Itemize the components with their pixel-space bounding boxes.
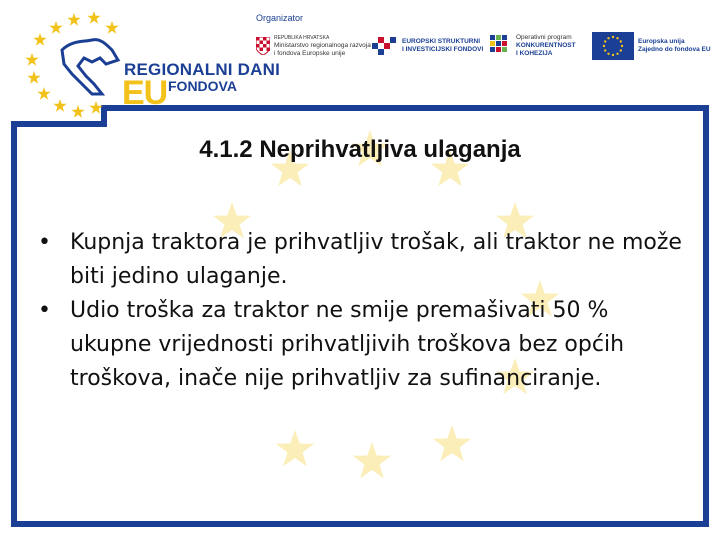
- bullet-text: Kupnja traktora je prihvatljiv trošak, ali traktor ne može biti jedino ulaganje.: [70, 230, 682, 289]
- bullet-list: [38, 226, 688, 396]
- partner-ministry-line1: REPUBLIKA HRVATSKA: [274, 35, 330, 41]
- bullet-symbol: •: [38, 230, 51, 255]
- logo-eu: EU: [122, 74, 168, 112]
- bullet-item: [38, 226, 688, 294]
- partner-op-line1: Operativni program: [516, 34, 572, 41]
- partner-eu-line1: [638, 38, 711, 46]
- partner-operational-programme: [490, 30, 576, 62]
- bullet-text: Udio troška za traktor ne smije premašivati 50 % ukupne vrijednosti prihvatljivih troškova bez općih troškova, inače nije prihvatljiv za sufinanciranje.: [70, 298, 625, 391]
- partner-esi-line1: [402, 38, 483, 46]
- partner-european-union: [592, 30, 711, 62]
- partner-eu-line2-text: Zajedno do fondova EU: [638, 46, 711, 53]
- partner-ministry: [256, 30, 371, 62]
- slide-heading: 4.1.2 Neprihvatljiva ulaganja: [199, 136, 521, 163]
- op-kik-logo-icon: [490, 35, 512, 57]
- logo-title: REGIONALNI DANI: [124, 60, 280, 79]
- partner-esi-line2-text: I INVESTICIJSKI FONDOVI: [402, 46, 484, 53]
- partner-esi-funds: [372, 30, 483, 62]
- partner-eu-line2: [638, 46, 711, 54]
- bullet-symbol: •: [38, 298, 51, 323]
- partner-op-line3-text: I KOHEZIJA: [516, 50, 553, 57]
- eu-flag-icon: [592, 32, 634, 60]
- organizer-label: Organizator: [256, 13, 304, 23]
- slide-content: [38, 226, 688, 396]
- bullet-item: [38, 294, 688, 396]
- partner-eu-line1-text: Europska unija: [638, 38, 685, 45]
- partner-op-line3: [516, 50, 576, 58]
- partner-op-line2: [516, 42, 576, 50]
- esi-funds-logo-icon: [372, 35, 398, 57]
- partner-esi-line2: [402, 46, 483, 54]
- logo-fondova: FONDOVA: [168, 78, 237, 94]
- partner-esi-line1-text: EUROPSKI STRUKTURNI: [402, 38, 481, 45]
- partner-op-line2-text: KONKURENTNOST: [516, 42, 576, 49]
- croatian-coat-of-arms-icon: [256, 37, 270, 55]
- partner-ministry-line2: Ministarstvo regionalnoga razvoja: [274, 42, 371, 49]
- partner-ministry-line3: i fondova Europske unije: [274, 50, 346, 57]
